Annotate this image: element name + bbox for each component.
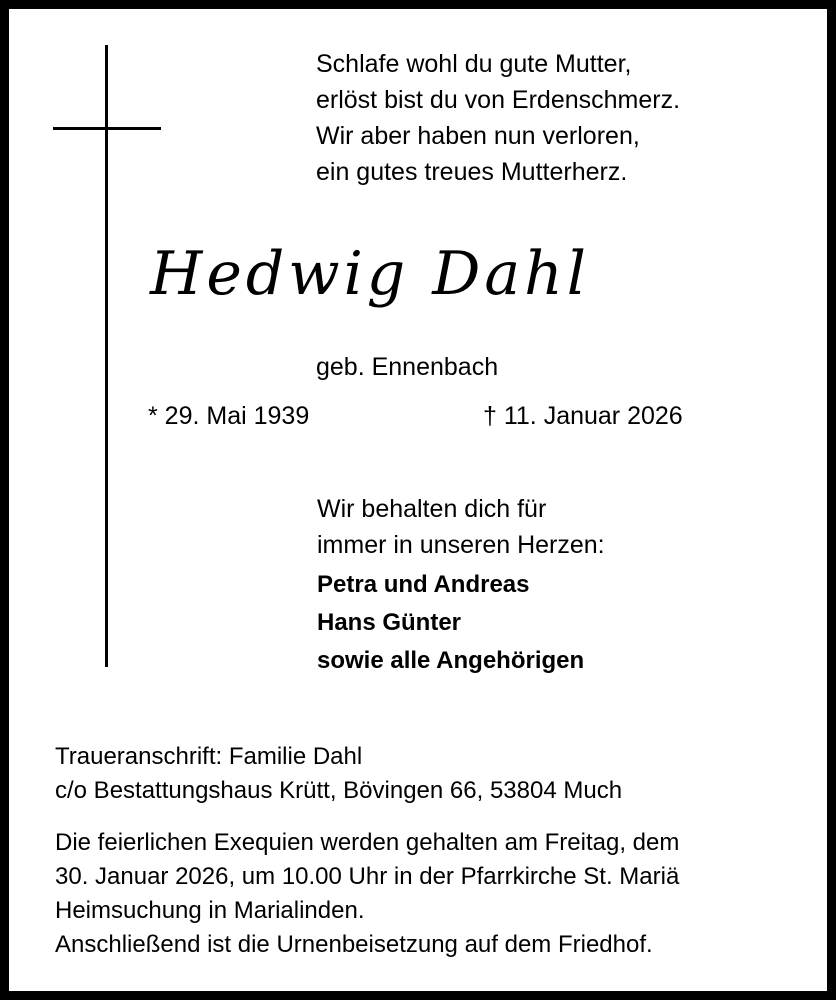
service-line: 30. Januar 2026, um 10.00 Uhr in der Pfarrkirche St. Mariä — [55, 863, 680, 890]
mourner-entry: Petra und Andreas — [317, 571, 530, 598]
cross-horizontal-bar — [53, 127, 161, 130]
address-line: c/o Bestattungshaus Krütt, Bövingen 66, 53804 Much — [55, 777, 623, 804]
mourning-address — [55, 740, 622, 808]
birth-date: * 29. Mai 1939 — [148, 402, 310, 430]
service-line: Die feierlichen Exequien werden gehalten am Freitag, dem — [55, 829, 680, 856]
address-line: Traueranschrift: Familie Dahl — [55, 743, 363, 770]
mourner-entry: Hans Günter — [317, 609, 462, 636]
closing-words — [317, 491, 605, 563]
birth-name: geb. Ennenbach — [316, 353, 499, 381]
service-information — [55, 826, 679, 962]
mourners-list — [317, 566, 584, 680]
closing-line: immer in unseren Herzen: — [317, 531, 605, 559]
poem-line: ein gutes treues Mutterherz. — [316, 158, 628, 186]
closing-line: Wir behalten dich für — [317, 495, 547, 523]
poem-line: Wir aber haben nun verloren, — [316, 122, 640, 150]
service-line: Heimsuchung in Marialinden. — [55, 897, 365, 924]
deceased-name: Hedwig Dahl — [150, 239, 590, 309]
death-date: † 11. Januar 2026 — [483, 402, 683, 430]
cross-vertical-bar — [105, 45, 108, 667]
service-line: Anschließend ist die Urnenbeisetzung auf dem Friedhof. — [55, 931, 653, 958]
poem-line: erlöst bist du von Erdenschmerz. — [316, 86, 681, 114]
mourner-entry: sowie alle Angehörigen — [317, 647, 585, 674]
poem-line: Schlafe wohl du gute Mutter, — [316, 50, 632, 78]
memorial-poem — [316, 46, 680, 190]
